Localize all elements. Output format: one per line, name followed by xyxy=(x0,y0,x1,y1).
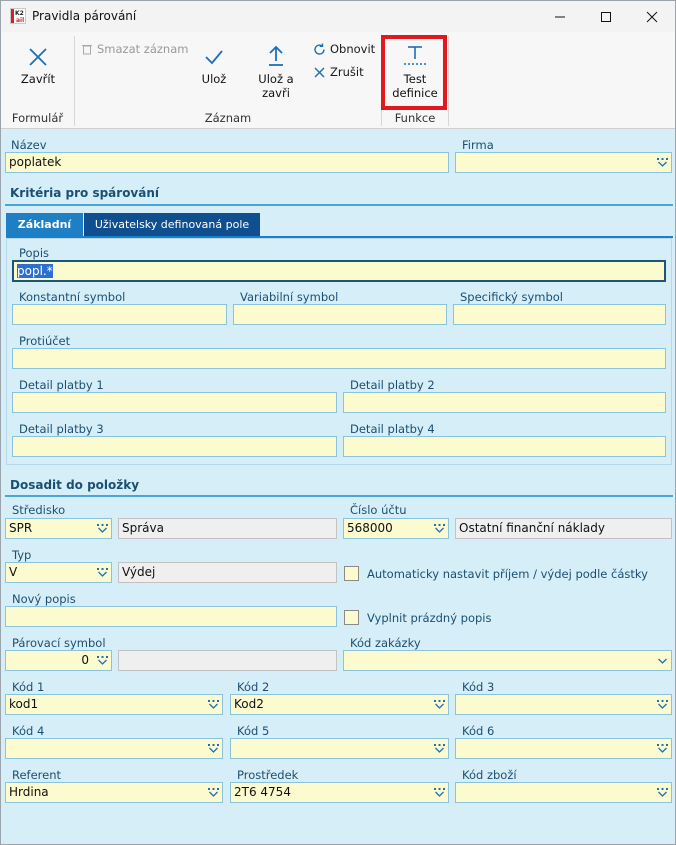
close-icon xyxy=(646,11,658,23)
group-label-functions: Funkce xyxy=(394,111,436,125)
upload-arrow-icon xyxy=(265,44,287,68)
save-and-close-button[interactable]: Ulož a zavři xyxy=(251,44,301,100)
protiucet-label: Protiúčet xyxy=(19,334,71,348)
detail2-field[interactable] xyxy=(343,392,666,413)
detail4-label: Detail platby 4 xyxy=(350,422,435,436)
group-label-record: Záznam xyxy=(204,111,252,125)
dropdown-icon xyxy=(434,524,445,533)
ucet-select[interactable]: 568000 xyxy=(343,518,449,539)
ucet-label: Číslo účtu xyxy=(350,503,407,517)
window-title: Pravidla párování xyxy=(32,9,137,23)
prostredek-label: Prostředek xyxy=(237,768,299,782)
dropdown-icon xyxy=(434,700,445,709)
delete-record-button[interactable]: Smazat záznam xyxy=(81,42,188,56)
detail2-label: Detail platby 2 xyxy=(350,378,435,392)
title-bar xyxy=(1,1,675,32)
criteria-section-title: Kritéria pro spárování xyxy=(10,186,160,200)
kod4-label: Kód 4 xyxy=(12,724,45,738)
kod5-select[interactable] xyxy=(230,738,449,759)
dropdown-icon xyxy=(97,568,108,577)
popis-label: Popis xyxy=(19,246,50,260)
kod4-select[interactable] xyxy=(5,738,223,759)
zakazka-select[interactable] xyxy=(343,650,672,671)
firm-select[interactable] xyxy=(455,152,672,173)
fill-empty-description-checkbox[interactable] xyxy=(344,610,359,625)
typ-select[interactable]: V xyxy=(5,562,112,583)
detail1-label: Detail platby 1 xyxy=(19,378,104,392)
name-label: Název xyxy=(11,138,47,152)
spec-symbol-label: Specifický symbol xyxy=(460,290,564,304)
stredisko-label: Středisko xyxy=(12,503,66,517)
minimize-button[interactable] xyxy=(537,1,583,32)
popis-field[interactable] xyxy=(12,260,666,282)
tab-user-fields[interactable]: Uživatelsky definovaná pole xyxy=(84,213,260,237)
close-window-button[interactable] xyxy=(629,1,675,32)
checkmark-icon xyxy=(203,46,225,68)
novy-popis-label: Nový popis xyxy=(12,592,76,606)
kod5-label: Kód 5 xyxy=(237,724,270,738)
refresh-icon xyxy=(313,43,326,56)
dropdown-icon xyxy=(434,744,445,753)
auto-income-expense-checkbox[interactable] xyxy=(344,566,359,581)
dropdown-icon xyxy=(657,744,668,753)
trash-icon xyxy=(81,43,93,55)
close-x-icon xyxy=(27,46,49,68)
test-definition-button[interactable]: Test definice xyxy=(388,44,442,100)
dropdown-icon xyxy=(657,788,668,797)
firm-label: Firma xyxy=(462,138,494,152)
cancel-button[interactable]: Zrušit xyxy=(313,65,364,79)
referent-select[interactable]: Hrdina xyxy=(5,782,223,803)
stredisko-select[interactable]: SPR xyxy=(5,518,112,539)
dropdown-icon xyxy=(657,700,668,709)
zakazka-label: Kód zakázky xyxy=(350,636,421,650)
parovaci-select[interactable]: 0 xyxy=(5,650,112,671)
dropdown-icon xyxy=(657,158,668,167)
dropdown-icon xyxy=(208,700,219,709)
minimize-icon xyxy=(554,11,566,23)
dropdown-icon xyxy=(97,524,108,533)
auto-income-expense-label: Automaticky nastavit příjem / výdej podle částky xyxy=(367,567,648,581)
kod2-label: Kód 2 xyxy=(237,680,270,694)
detail3-field[interactable] xyxy=(12,436,337,457)
tab-basic[interactable]: Základní xyxy=(6,213,83,237)
name-field[interactable]: poplatek xyxy=(5,152,449,173)
kod-zbozi-label: Kód zboží xyxy=(462,768,517,782)
stredisko-name: Správa xyxy=(118,518,337,539)
prostredek-select[interactable]: 2T6 4754 xyxy=(230,782,449,803)
refresh-button[interactable]: Obnovit xyxy=(313,42,375,56)
highlight-box xyxy=(381,35,447,110)
detail4-field[interactable] xyxy=(343,436,666,457)
kod6-label: Kód 6 xyxy=(462,724,495,738)
maximize-button[interactable] xyxy=(583,1,629,32)
detail3-label: Detail platby 3 xyxy=(19,422,104,436)
ribbon xyxy=(1,32,675,129)
group-label-form: Formulář xyxy=(11,111,64,125)
dropdown-icon xyxy=(97,656,108,665)
kod-zbozi-select[interactable] xyxy=(455,782,672,803)
dropdown-icon xyxy=(434,788,445,797)
cancel-x-icon xyxy=(313,66,326,79)
fill-empty-description-label: Vyplnit prázdný popis xyxy=(367,611,492,625)
spec-symbol-field[interactable] xyxy=(453,304,666,325)
novy-popis-field[interactable] xyxy=(5,606,337,627)
assign-section-title: Dosadit do položky xyxy=(10,478,140,492)
konst-symbol-label: Konstantní symbol xyxy=(19,290,126,304)
kod6-select[interactable] xyxy=(455,738,672,759)
konst-symbol-field[interactable] xyxy=(12,304,227,325)
var-symbol-field[interactable] xyxy=(233,304,447,325)
parovaci-name xyxy=(118,650,337,671)
ucet-name: Ostatní finanční náklady xyxy=(455,518,672,539)
typ-label: Typ xyxy=(12,548,32,562)
protiucet-field[interactable] xyxy=(12,348,666,369)
maximize-icon xyxy=(600,11,612,23)
app-logo-icon: K2 ail xyxy=(10,8,26,24)
kod1-select[interactable]: kod1 xyxy=(5,694,223,715)
typ-name: Výdej xyxy=(118,562,337,583)
kod3-select[interactable] xyxy=(455,694,672,715)
dropdown-icon xyxy=(208,744,219,753)
popis-value: popl.* xyxy=(17,264,53,278)
kod3-label: Kód 3 xyxy=(462,680,495,694)
close-form-button[interactable]: Zavřít xyxy=(9,46,67,86)
save-button[interactable]: Ulož xyxy=(191,46,237,86)
kod2-select[interactable]: Kod2 xyxy=(230,694,449,715)
chevron-down-icon xyxy=(657,657,668,666)
referent-label: Referent xyxy=(12,768,62,782)
var-symbol-label: Variabilní symbol xyxy=(240,290,339,304)
detail1-field[interactable] xyxy=(12,392,337,413)
dropdown-icon xyxy=(208,788,219,797)
parovaci-label: Párovací symbol xyxy=(12,636,106,650)
kod1-label: Kód 1 xyxy=(12,680,45,694)
